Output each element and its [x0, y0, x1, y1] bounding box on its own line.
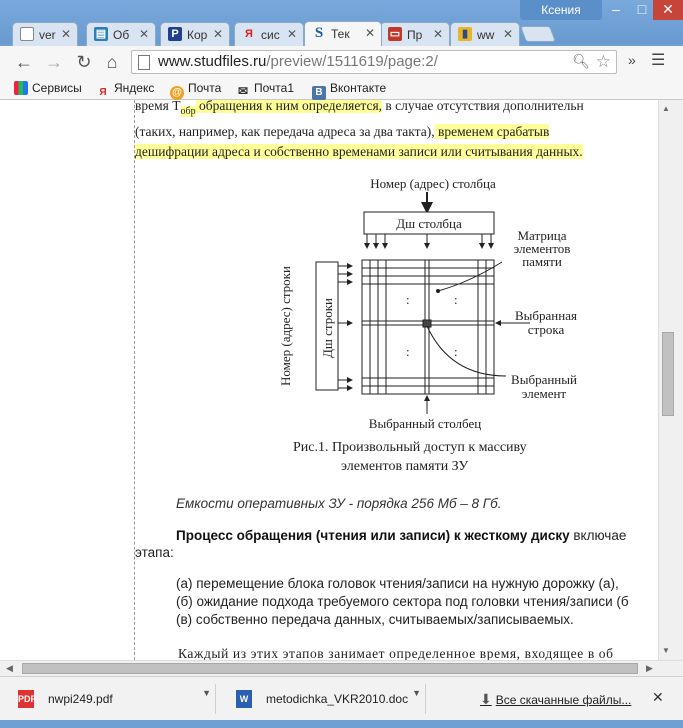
- para-line: [135, 142, 658, 162]
- scroll-right-icon[interactable]: ▶: [646, 663, 653, 673]
- chart-icon: ▮: [458, 27, 472, 41]
- tab-pr[interactable]: [380, 22, 450, 46]
- highlighted-text: временем срабатыв: [434, 123, 550, 139]
- extensions-chevron[interactable]: »: [628, 52, 636, 68]
- close-icon[interactable]: ✕: [502, 27, 513, 41]
- tab-label: сис: [261, 28, 280, 42]
- tab-sis[interactable]: [234, 22, 304, 46]
- apps-grid-icon: [14, 81, 28, 95]
- column-decoder-label: Дш столбца: [396, 216, 462, 231]
- chevron-down-icon[interactable]: ▼: [202, 688, 211, 698]
- bookmark-yandex[interactable]: [96, 81, 154, 97]
- forward-arrow-icon[interactable]: →: [45, 52, 63, 72]
- ellipsis-dots: :: [406, 344, 410, 359]
- close-icon[interactable]: ✕: [212, 27, 223, 41]
- url-text[interactable]: [158, 53, 438, 70]
- tab-ob[interactable]: [86, 22, 156, 46]
- tab-label: ver: [39, 28, 56, 42]
- word-file-icon: W: [236, 690, 252, 708]
- bookmark-label: Вконтакте: [330, 81, 387, 95]
- tab-tek[interactable]: [304, 21, 382, 46]
- selected-element-label: Выбранный: [511, 372, 577, 387]
- back-arrow-icon[interactable]: ←: [15, 52, 33, 72]
- browser-toolbar: [0, 46, 683, 78]
- vertical-scroll-thumb[interactable]: [662, 332, 674, 416]
- url-domain: www.studfiles.ru: [158, 53, 267, 70]
- capacity-note: Емкости оперативных ЗУ - порядка 256 Мб – 8 Гб.: [176, 496, 502, 511]
- bookmark-label: Почта1: [254, 81, 294, 95]
- tab-label: ww: [477, 28, 495, 42]
- page-icon: [138, 55, 150, 70]
- matrix-label: памяти: [522, 254, 562, 269]
- bookmark-vkontakte[interactable]: [312, 81, 386, 97]
- reload-icon[interactable]: ↻: [76, 52, 92, 72]
- maximize-button[interactable]: □: [637, 1, 647, 17]
- pdf-file-icon: PDF: [18, 690, 34, 708]
- page-icon: [20, 27, 34, 41]
- page-content: [0, 100, 658, 660]
- tab-label: Кор: [187, 28, 208, 42]
- paragraph-stages: Каждый из этих этапов занимает определенное время, входящее в об: [178, 646, 614, 660]
- para-line: [135, 100, 658, 122]
- memory-access-diagram: [270, 176, 600, 476]
- subscript: обр: [180, 105, 196, 117]
- vertical-scrollbar[interactable]: [658, 100, 683, 660]
- selected-row-label: строка: [527, 322, 565, 337]
- menu-hamburger-icon[interactable]: ☰: [651, 52, 666, 69]
- bookmark-pochta[interactable]: [170, 81, 221, 97]
- text-fragment: в случае отсутствия дополнительн: [382, 100, 584, 113]
- bookmark-label: Почта: [188, 81, 222, 95]
- p-logo-icon: P: [168, 27, 182, 41]
- bold-text: Процесс обращения (чтения или записи) к жесткому диску: [176, 528, 570, 543]
- scroll-down-icon[interactable]: ▼: [662, 646, 670, 655]
- caption-line: Рис.1. Произвольный доступ к массиву: [293, 440, 527, 455]
- close-icon[interactable]: ✕: [364, 26, 375, 40]
- text-fragment: этапа:: [135, 545, 174, 560]
- home-icon[interactable]: ⌂: [106, 52, 118, 72]
- bookmark-label: Сервисы: [32, 81, 82, 95]
- bookmark-label: Яндекс: [114, 81, 155, 95]
- figure-caption: [293, 438, 593, 476]
- download-item-pdf[interactable]: [0, 684, 216, 714]
- studfiles-s-icon: S: [314, 25, 324, 41]
- bookmarks-bar: [0, 78, 683, 100]
- close-icon[interactable]: ✕: [432, 27, 443, 41]
- minimize-button[interactable]: –: [612, 1, 620, 17]
- highlighted-text: обращения к ним определяется,: [195, 100, 383, 113]
- process-paragraph: [176, 528, 658, 543]
- highlighted-text: дешифрации адреса и собственно временами записи или считывания данных.: [135, 143, 583, 159]
- horizontal-scroll-thumb[interactable]: [22, 663, 638, 674]
- url-path: /preview/1511619/page:2/: [266, 53, 438, 70]
- star-bookmark-icon[interactable]: ☆: [595, 52, 611, 71]
- yandex-icon: Я: [245, 28, 253, 40]
- list-item: (а) перемещение блока головок чтения/записи на нужную дорожку (а),: [176, 576, 619, 591]
- search-icon[interactable]: 🔍︎: [572, 53, 590, 69]
- ellipsis-dots: :: [454, 292, 458, 307]
- ellipsis-dots: :: [454, 344, 458, 359]
- row-address-label: Номер (адрес) строки: [278, 266, 293, 386]
- tab-label: Пр: [407, 28, 423, 42]
- close-window-button[interactable]: ✕: [653, 0, 683, 20]
- address-bar[interactable]: [131, 50, 617, 74]
- bookmark-pochta1[interactable]: [236, 81, 294, 97]
- matrix-label: элементов: [513, 241, 571, 256]
- selected-column-label: Выбранный столбец: [368, 416, 482, 431]
- close-downloads-bar-icon[interactable]: ✕: [652, 689, 664, 705]
- profile-button[interactable]: Ксения: [520, 0, 602, 20]
- envelope-icon: ✉: [237, 84, 249, 98]
- list-item: (в) собственно передача данных, считываемых/записываемых.: [176, 612, 574, 627]
- download-filename: metodichka_VKR2010.doc: [266, 692, 409, 706]
- close-icon[interactable]: ✕: [60, 27, 71, 41]
- text-fragment: (таких, например, как передача адреса за два такта),: [135, 123, 435, 139]
- show-all-downloads-link[interactable]: [480, 691, 631, 708]
- horizontal-scrollbar[interactable]: [0, 660, 683, 676]
- page-margin-line: [134, 100, 135, 660]
- selected-element-label: элемент: [521, 386, 567, 401]
- row-decoder-label: Дш строки: [320, 297, 335, 359]
- tab-strip: [0, 20, 683, 46]
- film-icon: ▤: [95, 28, 107, 40]
- scroll-left-icon[interactable]: ◀: [6, 663, 13, 673]
- selected-row-label: Выбранная: [515, 308, 577, 323]
- downloads-bar: [0, 676, 683, 720]
- mail-at-icon: @: [170, 86, 184, 100]
- caption-line: элементов памяти ЗУ: [341, 459, 469, 474]
- scroll-up-icon[interactable]: ▲: [662, 104, 670, 113]
- ellipsis-dots: :: [406, 292, 410, 307]
- new-tab-button[interactable]: [520, 26, 556, 42]
- tab-kor[interactable]: [160, 22, 230, 46]
- tab-ver[interactable]: [12, 22, 78, 46]
- text-fragment: время T: [135, 100, 181, 113]
- slides-icon: ▭: [389, 28, 401, 40]
- download-arrow-icon: ⬇: [480, 691, 492, 707]
- tab-ww[interactable]: [450, 22, 520, 46]
- bookmark-services[interactable]: [14, 81, 82, 97]
- column-address-label: Номер (адрес) столбца: [370, 176, 496, 191]
- vk-icon: В: [312, 86, 326, 100]
- para-line: [135, 122, 658, 142]
- close-icon[interactable]: ✕: [286, 27, 297, 41]
- yandex-icon: Я: [99, 87, 107, 98]
- window-bottom-frame: [0, 720, 683, 728]
- matrix-label: Матрица: [517, 228, 567, 243]
- paragraph-access-time: [135, 100, 658, 162]
- tab-label: Об: [113, 28, 130, 42]
- show-all-label: Все скачанные файлы...: [495, 693, 632, 707]
- download-item-doc[interactable]: [218, 684, 426, 714]
- download-filename: nwpi249.pdf: [48, 692, 113, 706]
- tab-label: Тек: [331, 27, 350, 41]
- text-fragment: включае: [569, 528, 627, 543]
- close-icon[interactable]: ✕: [138, 27, 149, 41]
- chevron-down-icon[interactable]: ▼: [412, 688, 421, 698]
- list-item: (б) ожидание подхода требуемого сектора под головки чтения/записи (б: [176, 594, 629, 609]
